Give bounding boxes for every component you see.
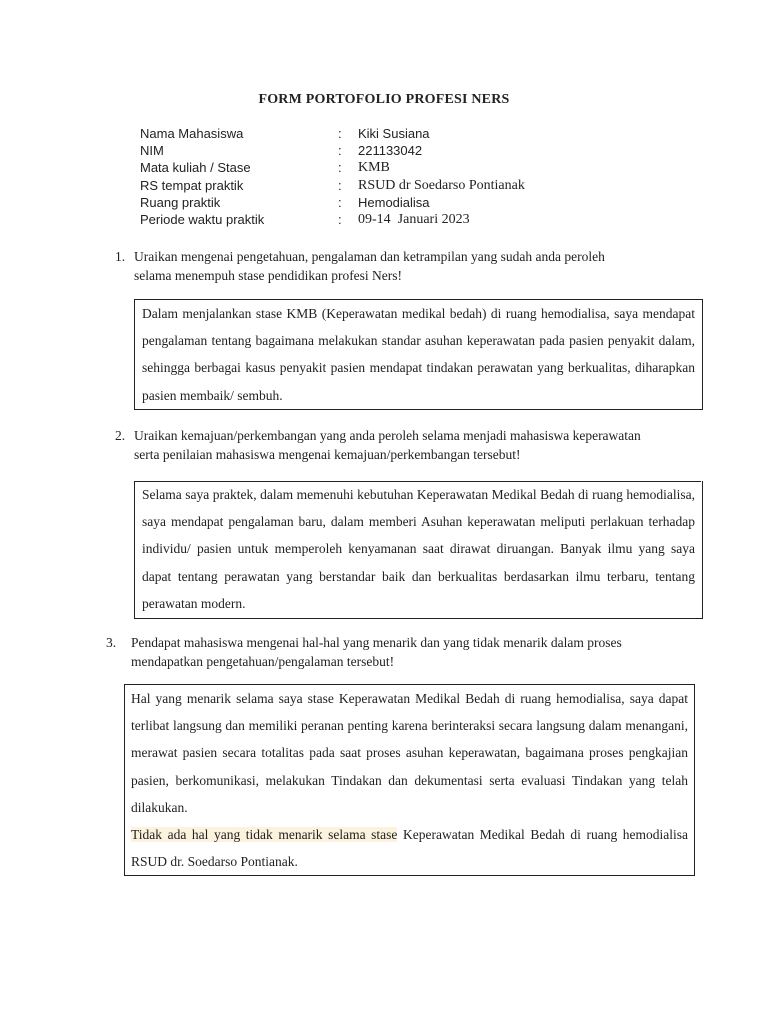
question-2 (115, 427, 755, 467)
form-title: FORM PORTOFOLIO PROFESI NERS (258, 92, 510, 107)
question-number: 2. (115, 428, 126, 443)
question-number: 1. (115, 249, 126, 264)
info-label: Nama Mahasiswa (140, 126, 244, 141)
info-value-name: Kiki Susiana (358, 126, 430, 141)
answer-text-tail: Keperawatan Medikal Bedah di ruang hemodialisa RSUD dr. Soedarso Pontianak. (131, 827, 688, 870)
info-value-hospital: RSUD dr Soedarso Pontianak (358, 177, 525, 193)
info-value-ward: Hemodialisa (358, 194, 430, 210)
info-value-stase: KMB (358, 160, 390, 176)
answer-text: Dalam menjalankan stase KMB (Keperawatan medikal bedah) di ruang hemodialisa, saya mendapat pengalaman tentang bagaimana melakukan standar asuhan keperawatan pada pasien penyakit dalam, sehingga berbagai kasus penyakit pasien mendapat tindakan perawatan yang berkualitas, diharapkan pasien membaik/ sembuh. (142, 306, 695, 403)
info-colon: : (338, 126, 342, 141)
answer-text: Selama saya praktek, dalam memenuhi kebutuhan Keperawatan Medikal Bedah di ruang hemodialisa, saya mendapat pengalaman baru, dalam memberi Asuhan keperawatan meliputi perlakuan terhadap individu/ pasien untuk memperoleh kenyamanan saat dirawat diruangan. Banyak ilmu yang saya dapat tentang perawatan yang berstandar baik dan berkualitas berdasarkan ilmu terbaru, tentang perawatan modern. (142, 487, 695, 611)
answer-text-second-paragraph (131, 821, 688, 875)
info-colon: : (338, 194, 342, 210)
info-colon: : (338, 143, 342, 159)
info-colon: : (338, 177, 342, 193)
question-line: Uraikan kemajuan/perkembangan yang anda peroleh selama menjadi mahasiswa keperawatan (134, 428, 641, 443)
info-colon: : (338, 211, 342, 227)
info-label: Ruang praktik (140, 194, 221, 210)
highlighted-text: Tidak ada hal yang tidak menarik selama stase (131, 827, 398, 843)
info-value-period: 09-14 Januari 2023 (358, 211, 470, 227)
answer-box-3 (124, 684, 695, 876)
question-number: 3. (106, 635, 117, 650)
question-3 (106, 634, 726, 674)
question-line: Uraikan mengenai pengetahuan, pengalaman dan ketrampilan yang sudah anda peroleh (134, 249, 605, 264)
question-line: serta penilaian mahasiswa mengenai kemajuan/perkembangan tersebut! (134, 446, 521, 462)
question-line: mendapatkan pengetahuan/pengalaman tersebut! (131, 653, 395, 669)
info-label: Mata kuliah / Stase (140, 160, 251, 176)
question-line: selama menempuh stase pendidikan profesi Ners! (134, 267, 403, 283)
answer-text: Hal yang menarik selama saya stase Keperawatan Medikal Bedah di ruang hemodialisa, saya dapat terlibat langsung dan memiliki peranan penting karena berinteraksi secara langsung dalam menangani, merawat pasien secara totalitas pada saat proses asuhan keperawatan, bagaimana proses pengkajian pasien, berkomunikasi, melakukan Tindakan dan dekumentasi serta evaluasi Tindakan yang telah dilakukan. (131, 691, 688, 815)
info-label: NIM (140, 143, 164, 159)
info-value-nim: 221133042 (358, 143, 423, 159)
info-label: RS tempat praktik (140, 177, 244, 193)
question-line: Pendapat mahasiswa mengenai hal-hal yang menarik dan yang tidak menarik dalam proses (131, 635, 622, 650)
info-label: Periode waktu praktik (140, 211, 265, 227)
answer-box-2 (134, 481, 703, 619)
question-1 (115, 248, 735, 288)
info-colon: : (338, 160, 342, 176)
answer-box-1 (134, 299, 703, 410)
